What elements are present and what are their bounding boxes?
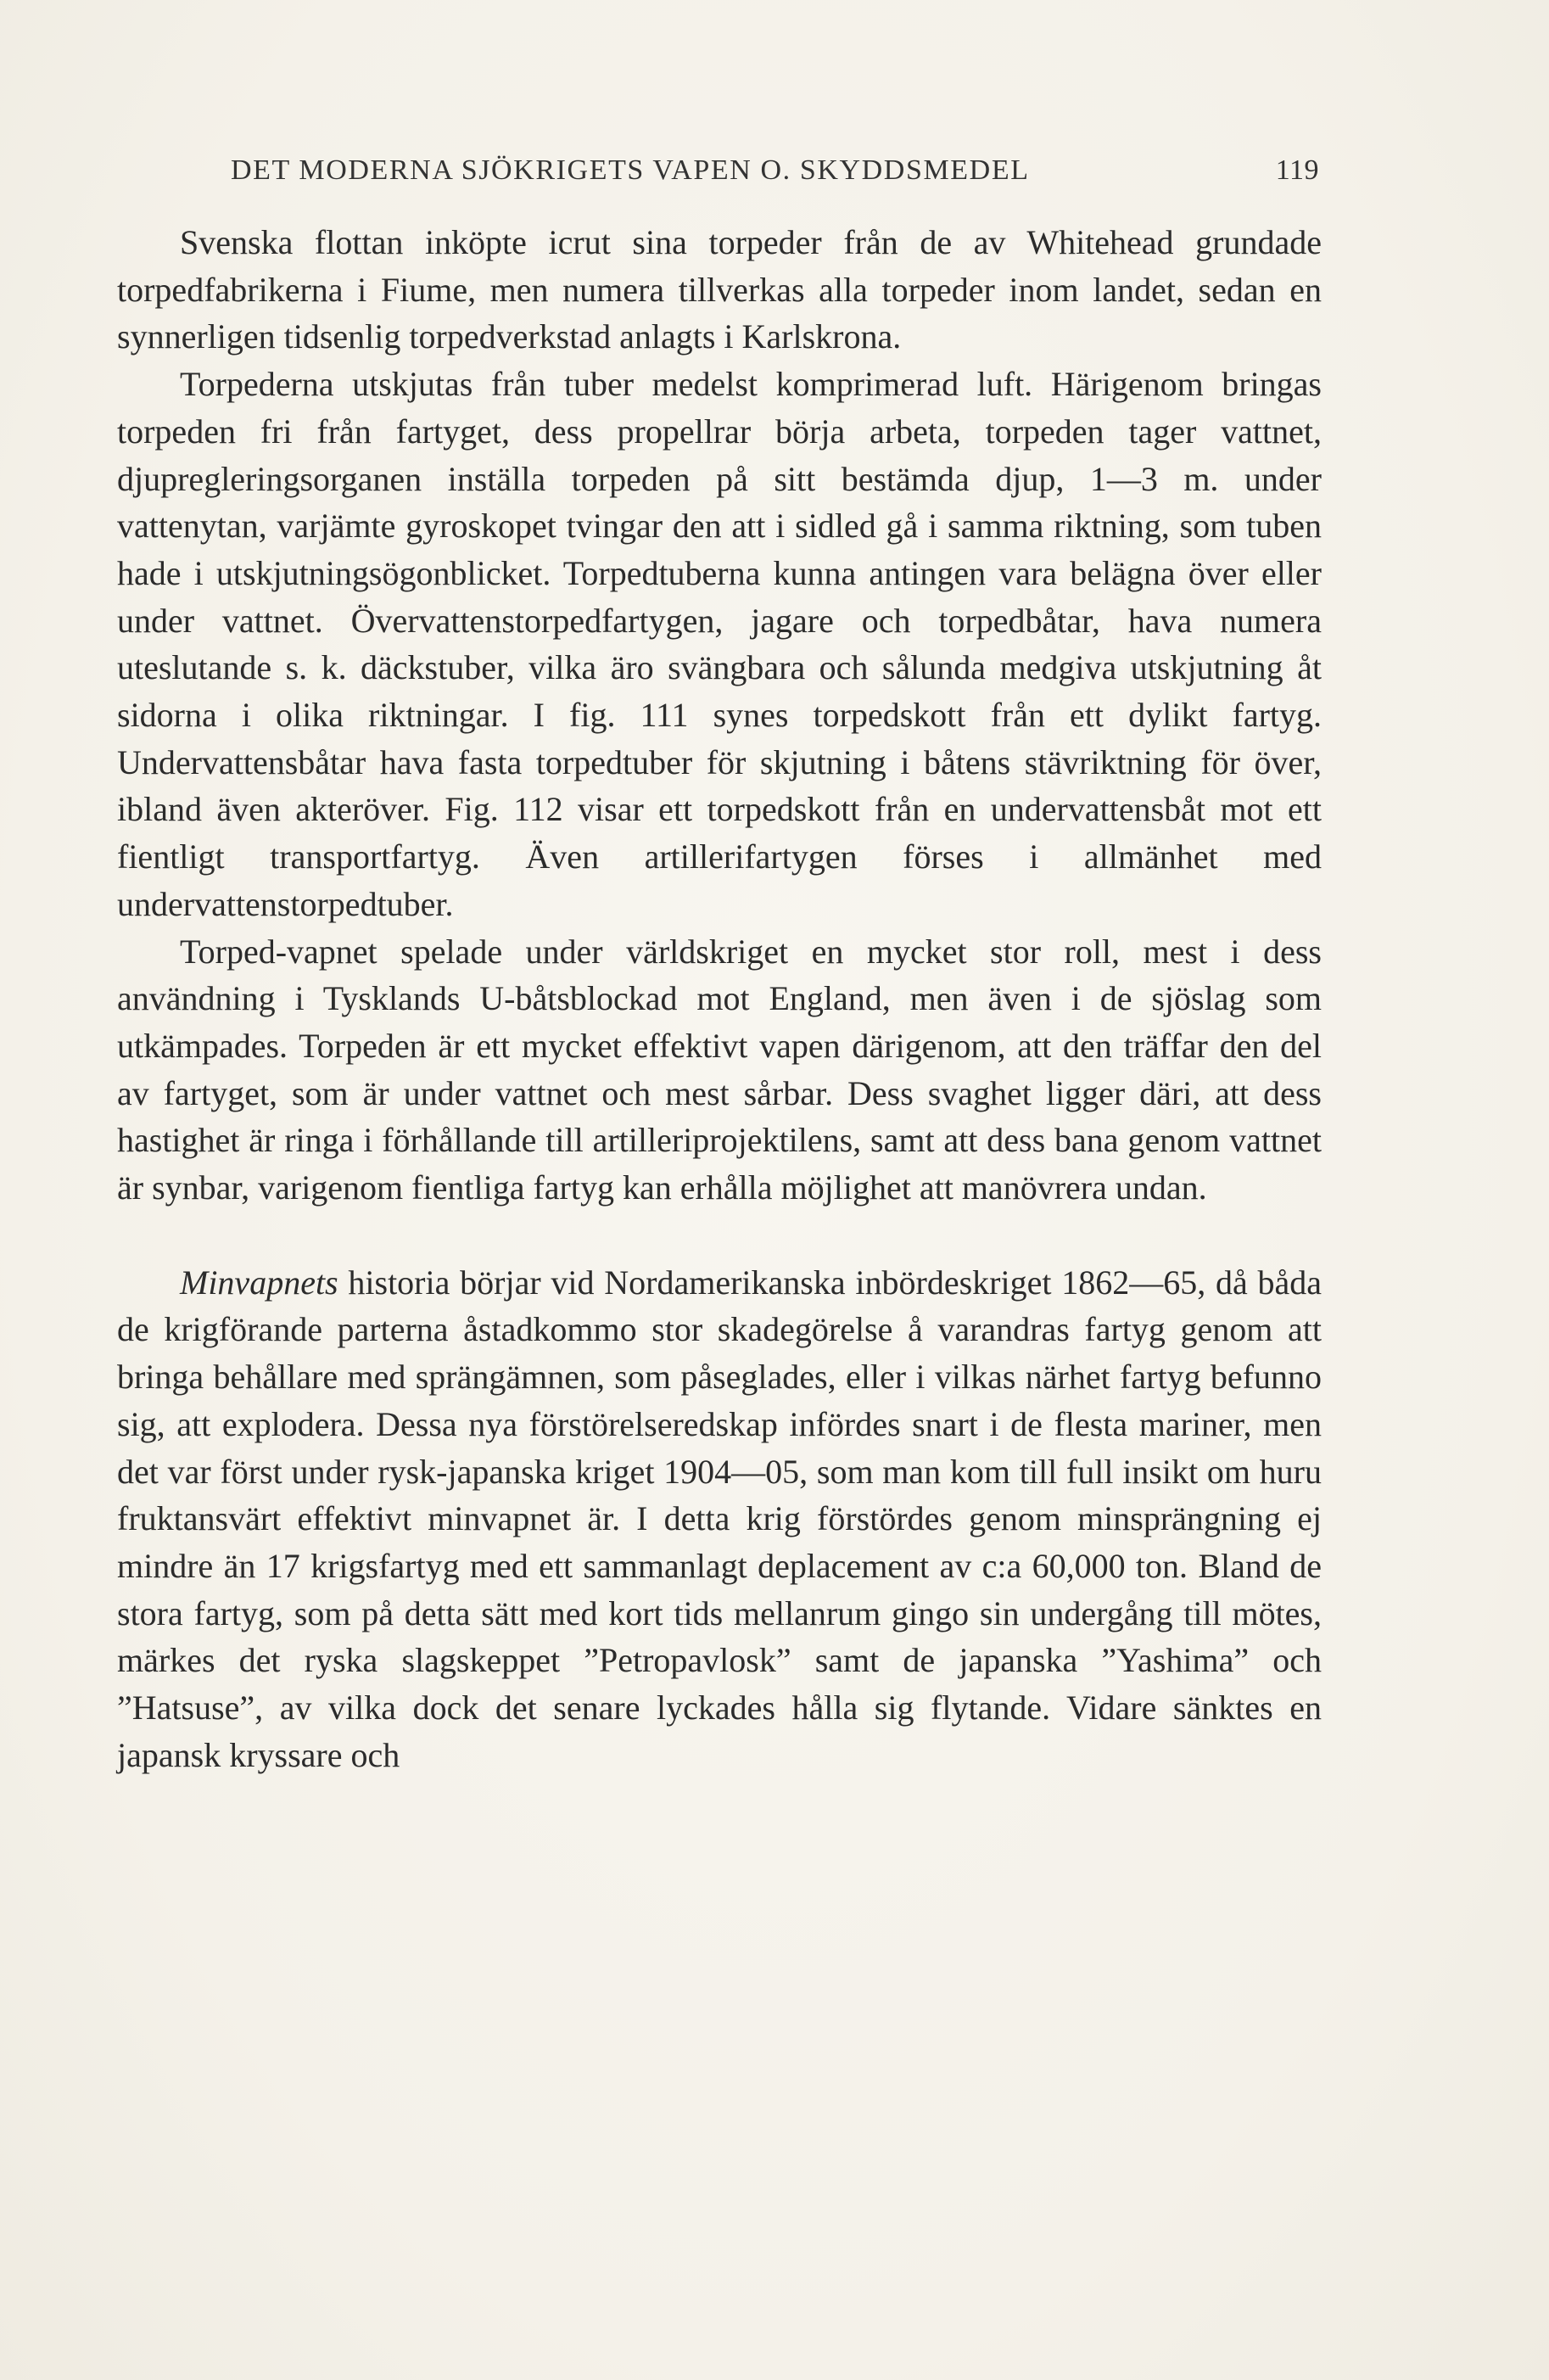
running-title: DET MODERNA SJÖKRIGETS VAPEN O. SKYDDSMEDEL (231, 154, 1030, 186)
paragraph-mine-history (117, 1259, 1322, 1779)
italic-term-minvapnets: Minvapnets (180, 1263, 338, 1302)
running-header (231, 149, 1319, 192)
paragraph-torpedo-manufacture: Svenska flottan inköpte icrut sina torpeder från de av Whitehead grundade torpedfabrikerna i Fiume, men numera tillverkas alla torpeder inom landet, sedan en synnerligen tidsenlig torpedverkstad anlagts i Karlskrona. (117, 223, 1322, 356)
mine-history-text: historia börjar vid Nordamerikanska inbördeskriget 1862—65, då båda de krigförande parterna åstadkommo stor skadegörelse å varandras fartyg genom att bringa behållare med sprängämnen, som påseglades, eller i vilkas närhet fartyg befunno sig, att explodera. Dessa nya förstörelseredskap infördes snart i de flesta mariner, men det var först under rysk-japanska kriget 1904—05, som man kom till full insikt om huru fruktansvärt effektivt minvapnet är. I detta krig förstördes genom minsprängning ej mindre än 17 krigsfartyg med ett sammanlagt deplacement av c:a 60,000 ton. Bland de stora fartyg, som på detta sätt med kort tids mellanrum gingo sin undergång till mötes, märkes det ryska slagskeppet ”Petropavlosk” samt de japanska ”Yashima” och ”Hatsuse”, av vilka dock det senare lyckades hålla sig flytande. Vidare sänktes en japansk kryssare och (117, 1263, 1322, 1774)
body-text (117, 219, 1322, 1779)
page-number: 119 (1275, 154, 1319, 186)
paragraph-torpedo-ww1: Torped-vapnet spelade under världskriget en mycket stor roll, mest i dess användning i Tysklands U-båtsblockad mot England, men även i de sjöslag som utkämpades. Torpeden är ett mycket effektivt vapen därigenom, att den träffar den del av fartyget, som är under vattnet och mest sårbar. Dess svaghet ligger däri, att dess hastighet är ringa i förhållande till artilleriprojektilens, samt att dess bana genom vattnet är synbar, varigenom fientliga fartyg kan erhålla möjlighet att manövrera undan. (117, 932, 1322, 1207)
paragraph-torpedo-launch: Torpederna utskjutas från tuber medelst komprimerad luft. Härigenom bringas torpeden fri från fartyget, dess propellrar börja arbeta, torpeden tager vattnet, djupregleringsorganen inställa torpeden på sitt bestämda djup, 1—3 m. under vattenytan, varjämte gyroskopet tvingar den att i sidled gå i samma riktning, som tuben hade i utskjutningsögonblicket. Torpedtuberna kunna antingen vara belägna över eller under vattnet. Övervattenstorpedfartygen, jagare och torpedbåtar, hava numera uteslutande s. k. däckstuber, vilka äro svängbara och sålunda medgiva utskjutning åt sidorna i olika riktningar. I fig. 111 synes torpedskott från ett dylikt fartyg. Undervattensbåtar hava fasta torpedtuber för skjutning i båtens stävriktning för över, ibland även akteröver. Fig. 112 visar ett torpedskott från en undervattensbåt mot ett fientligt transportfartyg. Även artillerifartygen förses i allmänhet med undervattenstorpedtuber. (117, 365, 1322, 923)
